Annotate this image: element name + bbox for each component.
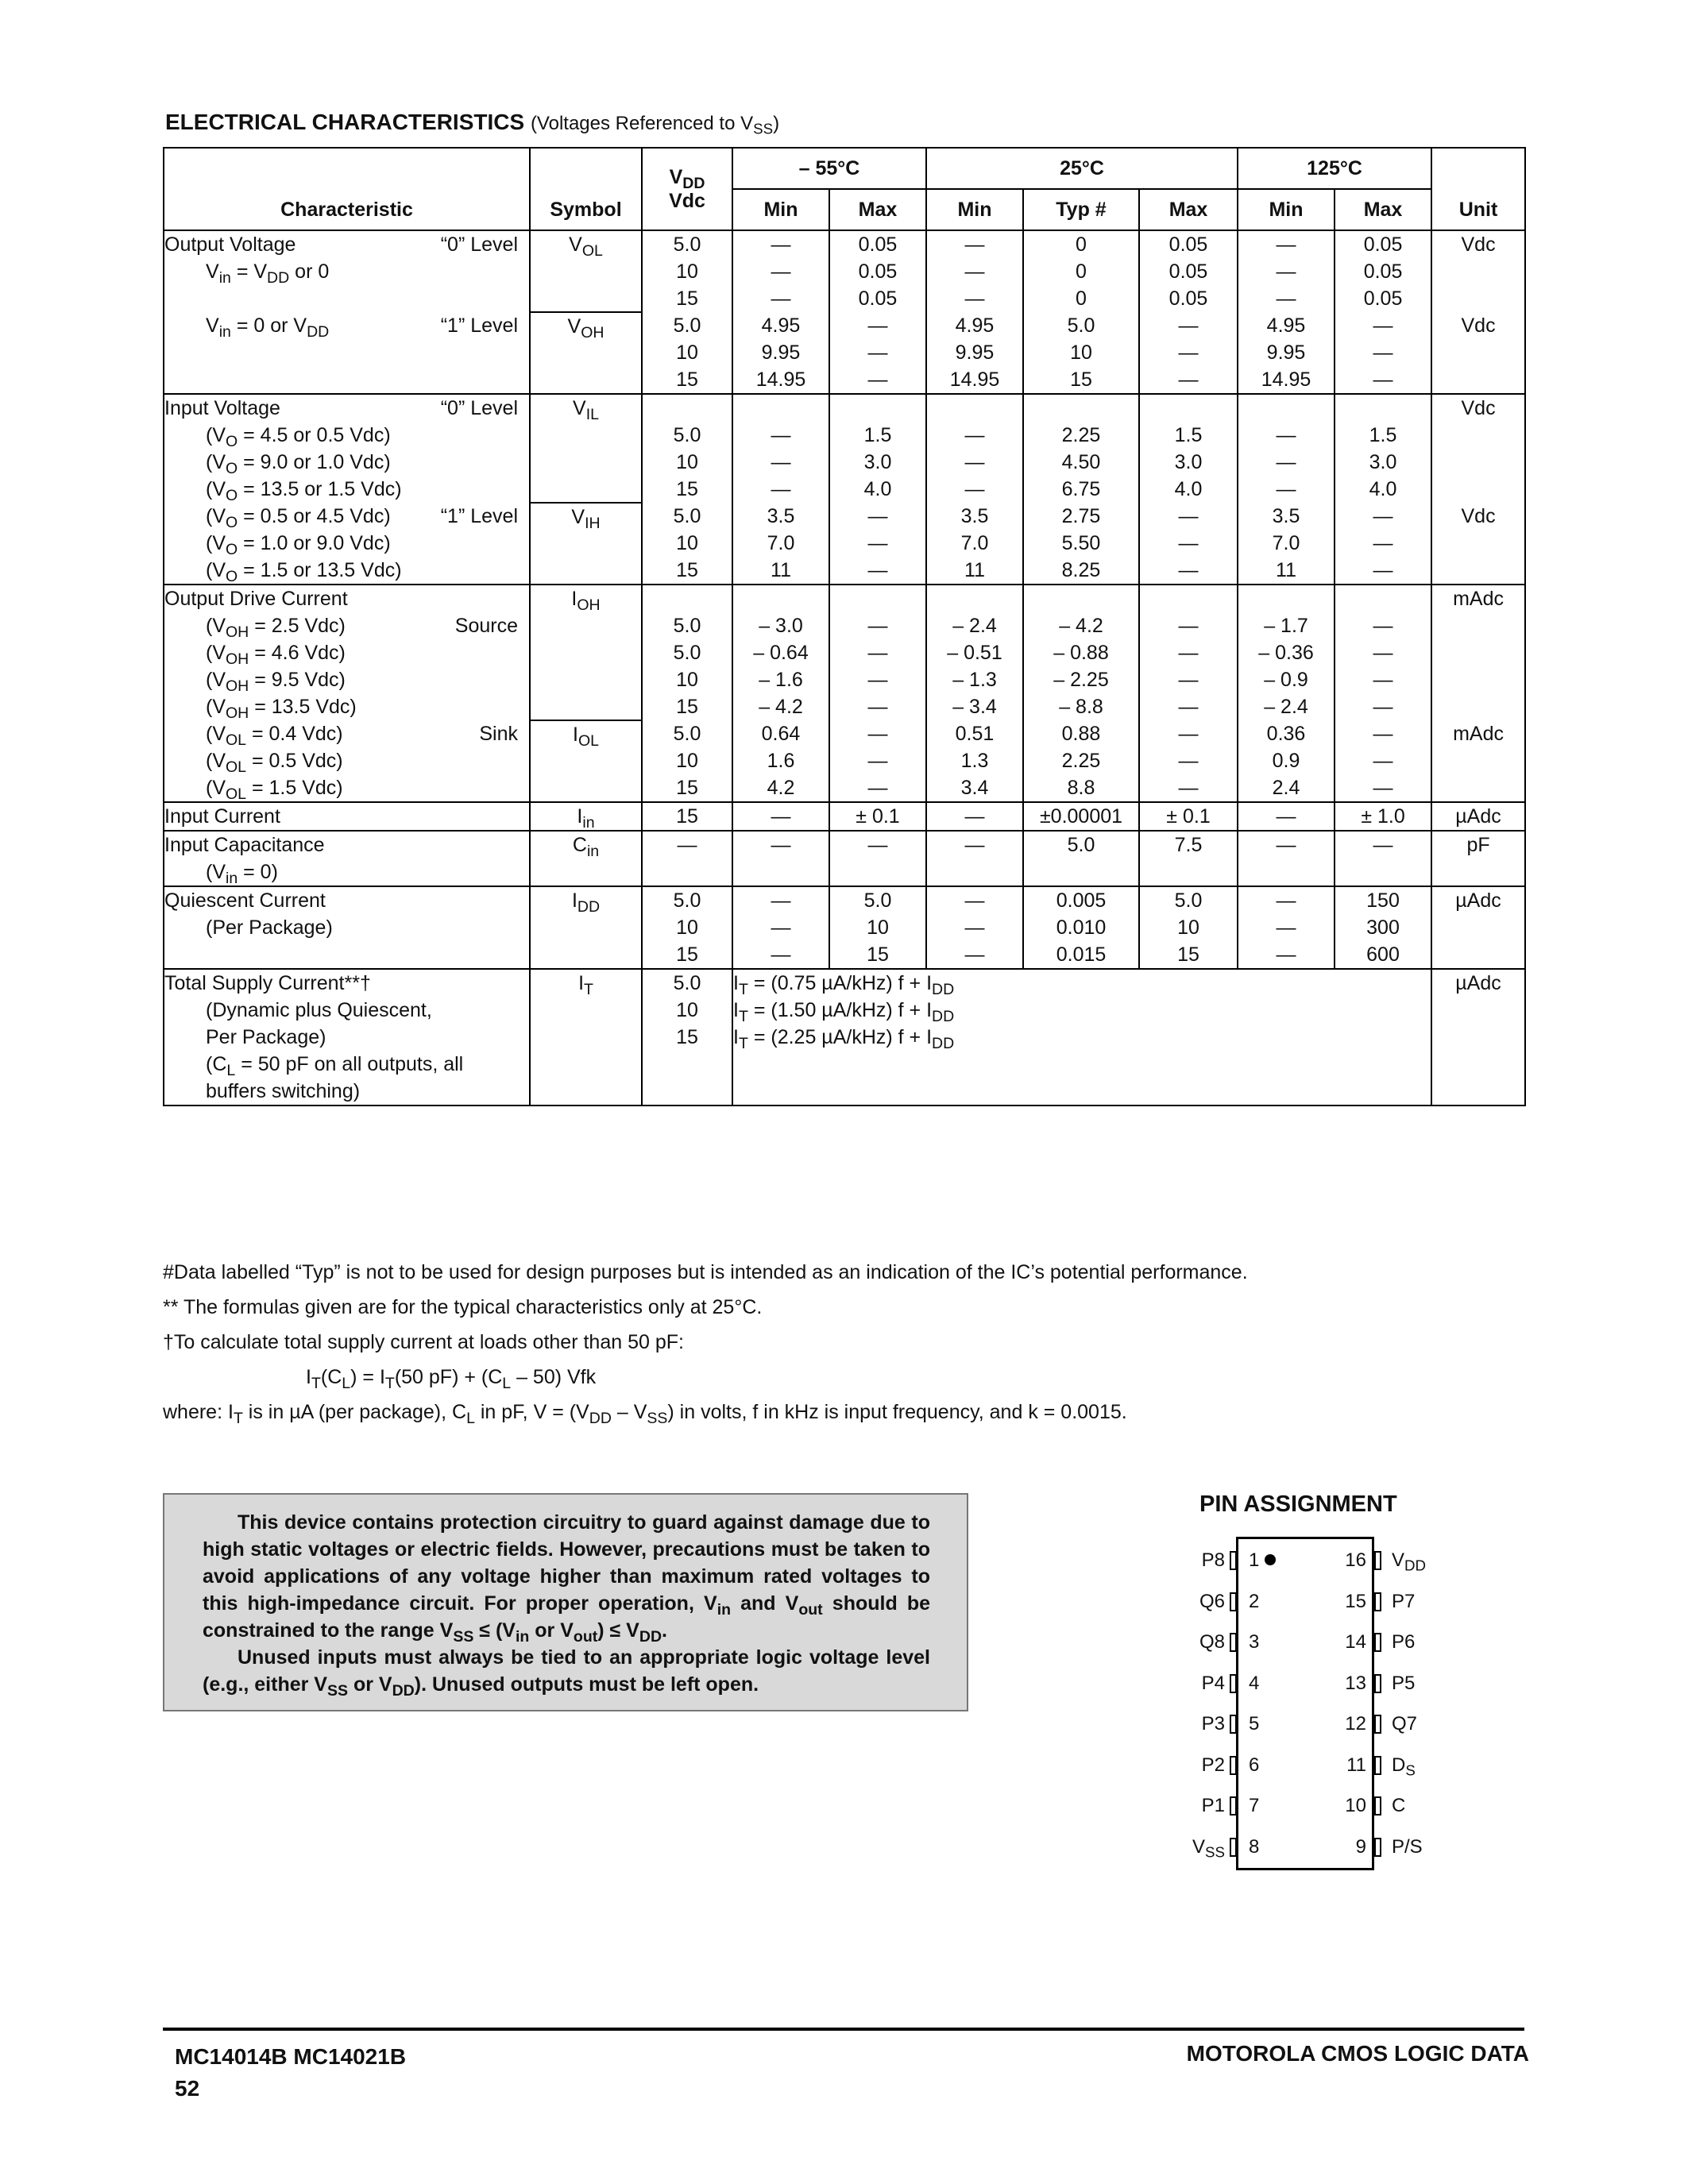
value-cell: 3.5 7.0 11: [926, 503, 1023, 585]
vdd-cell: 5.0 10 15: [642, 720, 732, 802]
unit-cell: Vdc: [1431, 312, 1525, 394]
header-symbol: Symbol: [530, 148, 642, 230]
value-cell: — — —: [1139, 503, 1238, 585]
pin-label: C: [1392, 1795, 1406, 1816]
pin-number: 1: [1249, 1549, 1260, 1571]
footer-part-info: [175, 2041, 406, 2105]
section-title-main: ELECTRICAL CHARACTERISTICS: [165, 110, 525, 134]
value-cell: 150 300 600: [1335, 886, 1431, 969]
value-cell: – 2.4 – 0.51 – 1.3 – 3.4: [926, 585, 1023, 720]
value-cell: — — —: [1238, 394, 1335, 503]
pin-number: 6: [1249, 1754, 1260, 1776]
value-cell: 4.95 9.95 14.95: [1238, 312, 1335, 394]
value-cell: 2.25 4.50 6.75: [1023, 394, 1139, 503]
pin-number: 16: [1345, 1549, 1366, 1571]
pin-number: 8: [1249, 1835, 1260, 1858]
supply-current-formula-cell: [732, 969, 1431, 1106]
value-cell: 4.95 9.95 14.95: [926, 312, 1023, 394]
symbol-cell: $V_{IL}$: [530, 394, 642, 503]
value-cell: 5.0 10 15: [1023, 312, 1139, 394]
footer-part-number: MC14014B MC14021B: [175, 2044, 407, 2069]
header-minus55c: – 55°C: [732, 148, 926, 189]
pin-number: 12: [1345, 1713, 1366, 1734]
pin-label: Q6: [1199, 1590, 1225, 1612]
value-cell: 1.5 3.0 4.0: [1139, 394, 1238, 503]
symbol-cell: $V_{IH}$: [530, 503, 642, 585]
pin-tick: [1230, 1796, 1237, 1815]
value-cell: 0 0 0: [1023, 230, 1139, 312]
pin-number: 2: [1249, 1590, 1260, 1612]
unit-cell: Vdc: [1431, 394, 1525, 503]
pin-label: P6: [1392, 1631, 1416, 1653]
value-cell: 0.05 0.05 0.05: [829, 230, 926, 312]
header-min: Min: [926, 189, 1023, 230]
value-cell: — — —: [1335, 720, 1431, 802]
table-row-iol: [164, 720, 1525, 802]
pin-label: P4: [1201, 1672, 1225, 1694]
value-cell: —: [1238, 831, 1335, 886]
table-row-cin: [164, 831, 1525, 886]
pin-label: P7: [1392, 1590, 1416, 1612]
section-title: [165, 110, 779, 135]
table-row-vih: [164, 503, 1525, 585]
value-cell: — — —: [1139, 312, 1238, 394]
condition-cell: Input Voltage “0” Level ($V_O = 4.5$ or 0.5 Vdc) ($V_O = 9.0$ or 1.0 Vdc) ($V_O = 13.5$ or 1.5 Vdc): [164, 394, 530, 503]
condition-cell: Total Supply Current**† (Dynamic plus Quiescent, Per Package) ($C_L = 50$ pF on all outputs, all buffers switching): [164, 969, 530, 1106]
warning-paragraph: Unused inputs must always be tied to an appropriate logic voltage level (e.g., either $V_{SS}$ or $V_{DD}$). Unused outputs must be left open.: [203, 1646, 930, 1700]
value-cell: 1.5 3.0 4.0: [1335, 394, 1431, 503]
table-notes: [163, 1255, 1248, 1430]
table-row-voh: [164, 312, 1525, 394]
pin-label: P3: [1201, 1713, 1225, 1734]
table-row-it: [164, 969, 1525, 1106]
value-cell: 0.005 0.010 0.015: [1023, 886, 1139, 969]
value-cell: —: [829, 831, 926, 886]
value-cell: —: [732, 802, 829, 831]
value-cell: 5.0 10 15: [829, 886, 926, 969]
unit-cell: µAdc: [1431, 802, 1525, 831]
pin-tick: [1374, 1756, 1381, 1775]
symbol-cell: $I_T$: [530, 969, 642, 1106]
pin-label: $V_{SS}$: [1192, 1835, 1225, 1861]
pin-number: 10: [1345, 1795, 1366, 1816]
symbol-cell: $I_{OL}$: [530, 720, 642, 802]
pin-tick: [1374, 1551, 1381, 1570]
condition-cell: Quiescent Current (Per Package): [164, 886, 530, 969]
unit-cell: µAdc: [1431, 969, 1525, 1106]
pin-tick: [1374, 1633, 1381, 1652]
note-supply-current: †To calculate total supply current at loads other than 50 pF:: [163, 1331, 684, 1353]
condition-cell: ($V_{OL} = 0.4$ Vdc) Sink ($V_{OL} = 0.5$ Vdc) ($V_{OL} = 1.5$ Vdc): [164, 720, 530, 802]
value-cell: — — —: [1238, 230, 1335, 312]
header-max: Max: [829, 189, 926, 230]
note-equation: $I_T(C_L) = I_T(50$ $pF) + (C_L - 50)$ Vfk: [306, 1366, 597, 1392]
header-unit: Unit: [1431, 148, 1525, 230]
esd-warning-box: [163, 1493, 968, 1711]
pin-tick: [1230, 1715, 1237, 1734]
footer-brand: MOTOROLA CMOS LOGIC DATA: [1186, 2041, 1529, 2066]
header-125c: 125°C: [1238, 148, 1431, 189]
pin-number: 14: [1345, 1631, 1366, 1653]
pin-label: P/S: [1392, 1835, 1423, 1858]
value-cell: — — —: [926, 230, 1023, 312]
footer-page-number: 52: [175, 2076, 200, 2101]
formula-line: $I_T = (1.50$ µA/kHz) $f + I_{DD}$: [733, 999, 955, 1025]
value-cell: — — —: [829, 312, 926, 394]
value-cell: 3.5 7.0 11: [732, 503, 829, 585]
unit-cell: pF: [1431, 831, 1525, 886]
pin-tick: [1374, 1838, 1381, 1857]
section-title-ref: (Voltages Referenced to $V_{SS}$): [530, 113, 780, 137]
unit-cell: Vdc: [1431, 230, 1525, 312]
pin-label: $D_S$: [1392, 1754, 1416, 1779]
pin-number: 13: [1345, 1672, 1366, 1694]
value-cell: ± 1.0: [1335, 802, 1431, 831]
vdd-cell: 5.0 10 15: [642, 886, 732, 969]
value-cell: — — —: [732, 886, 829, 969]
pin-tick: [1230, 1756, 1237, 1775]
value-cell: 7.5: [1139, 831, 1238, 886]
header-min: Min: [1238, 189, 1335, 230]
table-row-vol: [164, 230, 1525, 312]
value-cell: — — —: [1238, 886, 1335, 969]
table-row-vil: [164, 394, 1525, 503]
value-cell: — — —: [1139, 720, 1238, 802]
table-row-ioh: [164, 585, 1525, 720]
value-cell: 0.05 0.05 0.05: [1139, 230, 1238, 312]
vdd-cell: 5.0 10 15: [642, 394, 732, 503]
pin-label: Q8: [1199, 1631, 1225, 1653]
pin-number: 3: [1249, 1631, 1260, 1653]
value-cell: — — —: [1335, 503, 1431, 585]
condition-cell: Output Voltage “0” Level $V_{in} = V_{DD}$ or 0: [164, 230, 530, 312]
note-formulas: ** The formulas given are for the typical characteristics only at 25°C.: [163, 1296, 763, 1318]
value-cell: 0.88 2.25 8.8: [1023, 720, 1139, 802]
unit-cell: Vdc: [1431, 503, 1525, 585]
value-cell: 0.36 0.9 2.4: [1238, 720, 1335, 802]
condition-cell: Input Current: [164, 802, 530, 831]
pin-label: $V_{DD}$: [1392, 1549, 1427, 1574]
header-min: Min: [732, 189, 829, 230]
pin1-indicator-icon: [1265, 1554, 1276, 1565]
value-cell: —: [1335, 831, 1431, 886]
symbol-cell: $V_{OL}$: [530, 230, 642, 312]
value-cell: —: [926, 802, 1023, 831]
pin-number: 5: [1249, 1713, 1260, 1734]
value-cell: 0.05 0.05 0.05: [1335, 230, 1431, 312]
value-cell: —: [1238, 802, 1335, 831]
value-cell: 2.75 5.50 8.25: [1023, 503, 1139, 585]
value-cell: —: [926, 831, 1023, 886]
value-cell: — — —: [732, 394, 829, 503]
value-cell: — — — —: [829, 585, 926, 720]
symbol-cell: $C_{in}$: [530, 831, 642, 886]
pin-number: 15: [1345, 1590, 1366, 1612]
symbol-cell: $I_{OH}$: [530, 585, 642, 720]
condition-cell: ($V_O = 0.5$ or 4.5 Vdc) “1” Level ($V_O = 1.0$ or 9.0 Vdc) ($V_O = 1.5$ or 13.5 Vdc): [164, 503, 530, 585]
pin-number: 9: [1355, 1835, 1366, 1858]
value-cell: 0.64 1.6 4.2: [732, 720, 829, 802]
vdd-cell: 5.0 10 15: [642, 312, 732, 394]
value-cell: – 4.2 – 0.88 – 2.25 – 8.8: [1023, 585, 1139, 720]
value-cell: – 3.0 – 0.64 – 1.6 – 4.2: [732, 585, 829, 720]
footer-divider: [163, 2028, 1524, 2031]
formula-line: $I_T = (0.75$ µA/kHz) $f + I_{DD}$: [733, 972, 955, 998]
value-cell: —: [732, 831, 829, 886]
value-cell: – 1.7 – 0.36 – 0.9 – 2.4: [1238, 585, 1335, 720]
vdd-cell: —: [642, 831, 732, 886]
vdd-cell: 5.0 10 15: [642, 969, 732, 1106]
value-cell: — — —: [732, 230, 829, 312]
value-cell: ± 0.1: [829, 802, 926, 831]
symbol-cell: $V_{OH}$: [530, 312, 642, 394]
pin-tick: [1230, 1838, 1237, 1857]
value-cell: — — —: [1335, 312, 1431, 394]
value-cell: — — — —: [1335, 585, 1431, 720]
table-row-idd: [164, 886, 1525, 969]
pin-label: P5: [1392, 1672, 1416, 1694]
header-max: Max: [1335, 189, 1431, 230]
condition-cell: $V_{in} = 0$ or $V_{DD}$ “1” Level: [164, 312, 530, 394]
pin-tick: [1374, 1715, 1381, 1734]
unit-cell: µAdc: [1431, 886, 1525, 969]
vdd-cell: 5.0 10 15: [642, 230, 732, 312]
table-row-iin: [164, 802, 1525, 831]
formula-line: $I_T = (2.25$ µA/kHz) $f + I_{DD}$: [733, 1026, 955, 1052]
unit-cell: mAdc: [1431, 720, 1525, 802]
value-cell: — — — —: [1139, 585, 1238, 720]
condition-cell: Input Capacitance $(V_{in} = 0)$: [164, 831, 530, 886]
pin-assignment-title: PIN ASSIGNMENT: [1199, 1491, 1397, 1517]
header-characteristic: Characteristic: [164, 148, 530, 230]
header-25c: 25°C: [926, 148, 1238, 189]
warning-paragraph: This device contains protection circuitry to guard against damage due to high static voltages or electric fields. However, precautions must be taken to avoid applications of any voltage higher than maximum rated voltages to this high-impedance circuit. For proper operation, $V_{in}$ and $V_{out}$ should be constrained to the range $V_{SS} \le (V_{in}$ or $V_{out}) \le V_{DD}$.: [203, 1511, 930, 1646]
value-cell: 3.5 7.0 11: [1238, 503, 1335, 585]
pin-number: 11: [1346, 1754, 1366, 1776]
value-cell: 5.0 10 15: [1139, 886, 1238, 969]
note-where: where: $I_T$ is in µA (per package), $C_L$ in pF, $V = (V_{DD} - V_{SS})$ in volts, f in kHz is input frequency, and k = 0.0015.: [163, 1401, 1127, 1427]
value-cell: 1.5 3.0 4.0: [829, 394, 926, 503]
pin-label: Q7: [1392, 1713, 1418, 1734]
value-cell: 0.51 1.3 3.4: [926, 720, 1023, 802]
header-max: Max: [1139, 189, 1238, 230]
electrical-characteristics-table: [163, 147, 1526, 1106]
value-cell: 5.0: [1023, 831, 1139, 886]
value-cell: — — —: [926, 394, 1023, 503]
value-cell: — — —: [926, 886, 1023, 969]
pin-tick: [1374, 1674, 1381, 1693]
pin-label: P2: [1201, 1754, 1225, 1776]
pin-tick: [1374, 1796, 1381, 1815]
value-cell: ±0.00001: [1023, 802, 1139, 831]
note-typ: #Data labelled “Typ” is not to be used for design purposes but is intended as an indication of the IC’s potential performance.: [163, 1261, 1248, 1283]
symbol-cell: $I_{DD}$: [530, 886, 642, 969]
pin-tick: [1374, 1592, 1381, 1611]
symbol-cell: $I_{in}$: [530, 802, 642, 831]
vdd-cell: 15: [642, 802, 732, 831]
ic-package-outline: [1236, 1537, 1374, 1870]
pin-label: P8: [1201, 1549, 1225, 1571]
vdd-cell: 5.0 10 15: [642, 503, 732, 585]
value-cell: 4.95 9.95 14.95: [732, 312, 829, 394]
pin-tick: [1230, 1633, 1237, 1652]
condition-cell: Output Drive Current ($V_{OH} = 2.5$ Vdc) Source ($V_{OH} = 4.6$ Vdc) ($V_{OH} = 9.5$ Vdc) ($V_{OH} = 13.5$ Vdc): [164, 585, 530, 720]
pin-number: 4: [1249, 1672, 1260, 1694]
pin-tick: [1230, 1551, 1237, 1570]
pin-label: P1: [1201, 1795, 1225, 1816]
value-cell: ± 0.1: [1139, 802, 1238, 831]
unit-cell: mAdc: [1431, 585, 1525, 720]
header-vdd: $V_{DD}$ Vdc: [642, 148, 732, 230]
value-cell: — — —: [829, 720, 926, 802]
header-typ: Typ #: [1023, 189, 1139, 230]
pin-number: 7: [1249, 1795, 1260, 1816]
value-cell: — — —: [829, 503, 926, 585]
pin-tick: [1230, 1674, 1237, 1693]
pin-tick: [1230, 1592, 1237, 1611]
vdd-cell: 5.0 5.0 10 15: [642, 585, 732, 720]
